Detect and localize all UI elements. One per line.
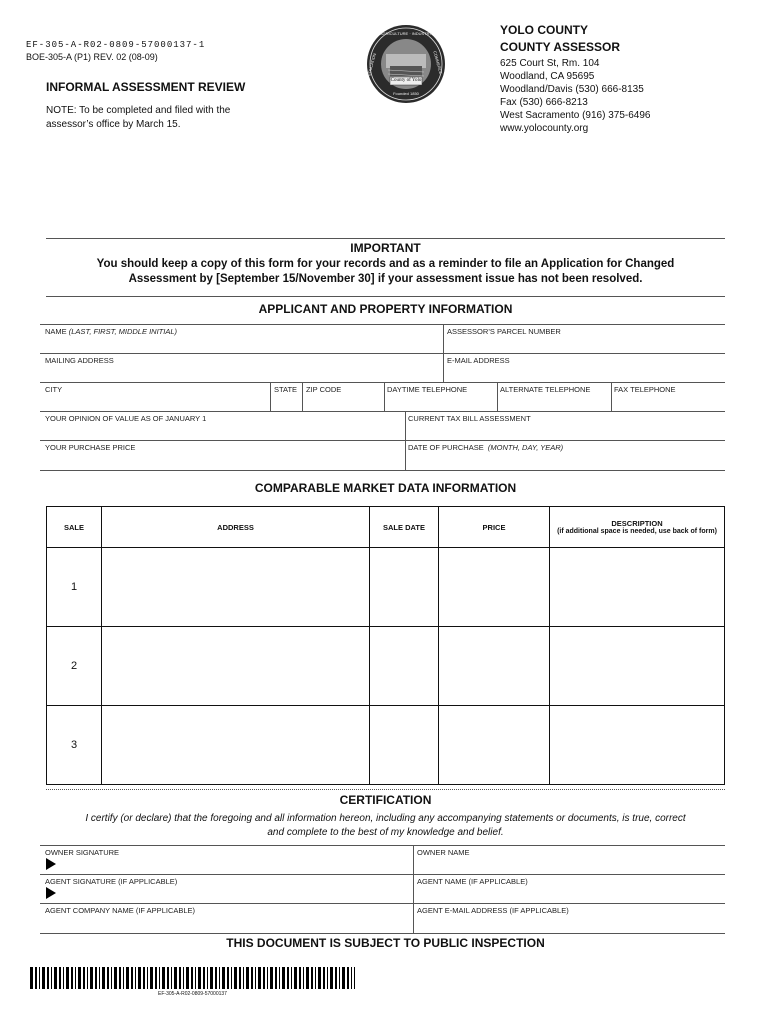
agent-company-field[interactable]: AGENT COMPANY NAME (IF APPLICABLE) [45,906,196,915]
barcode-bar [311,967,313,989]
barcode-bar [174,967,177,989]
purchase-date-label: DATE OF PURCHASE [408,443,484,452]
seal-right-text: COMMERCE [432,50,444,75]
address-cell[interactable] [102,548,370,627]
barcode-bar [111,967,112,989]
barcode-bar [47,967,49,989]
form-code: BOE-305-A (P1) REV. 02 (08-09) [26,52,158,62]
barcode-bar [119,967,121,989]
alternate-phone-field[interactable]: ALTERNATE TELEPHONE [500,385,591,394]
barcode [30,967,355,989]
parcel-number-field[interactable]: ASSESSOR’S PARCEL NUMBER [447,327,561,336]
col-description-title: DESCRIPTION [611,519,663,528]
description-cell[interactable] [550,548,725,627]
col-description [550,507,725,548]
barcode-bar [207,967,208,989]
important-line2: Assessment by [September 15/November 30] if your assessment issue has not been resolved. [128,273,643,285]
barcode-bar [99,967,100,989]
county-name: YOLO COUNTY [500,23,589,37]
barcode-bar [339,967,340,989]
name-field-label[interactable] [45,327,177,336]
divider [40,440,725,441]
barcode-bar [243,967,244,989]
divider [384,382,385,411]
barcode-bar [323,967,325,989]
owner-signature-field[interactable]: OWNER SIGNATURE [45,848,120,857]
barcode-bar [222,967,225,989]
barcode-bar [318,967,321,989]
barcode-bar [267,967,268,989]
table-row [47,627,725,706]
barcode-bar [342,967,345,989]
divider [443,353,444,382]
barcode-bar [347,967,349,989]
divider [497,382,498,411]
col-sale: SALE [47,507,102,548]
price-cell[interactable] [439,627,550,706]
barcode-bar [126,967,129,989]
seal-center-text: County of Yolo [390,78,422,83]
barcode-bar [299,967,301,989]
barcode-bar [251,967,253,989]
barcode-bar [191,967,193,989]
applicant-heading: APPLICANT AND PROPERTY INFORMATION [258,302,513,316]
barcode-bar [87,967,88,989]
divider [40,382,725,383]
barcode-bar [203,967,205,989]
county-seal [366,24,446,104]
barcode-bar [114,967,117,989]
barcode-bar [71,967,73,989]
important-text [46,257,725,287]
state-field[interactable]: STATE [274,385,298,394]
barcode-bar [219,967,220,989]
barcode-bar [66,967,69,989]
office-phone: Woodland/Davis (530) 666-8135 [500,84,644,95]
price-cell[interactable] [439,706,550,785]
table-row [47,706,725,785]
agent-email-field[interactable]: AGENT E-MAIL ADDRESS (IF APPLICABLE) [417,906,569,915]
barcode-bar [155,967,157,989]
office-phone-west-sac: West Sacramento (916) 375-6496 [500,110,651,121]
comparable-heading: COMPARABLE MARKET DATA INFORMATION [254,481,517,495]
divider [40,353,725,354]
col-description-hint: (if additional space is needed, use back of form) [557,528,717,535]
seal-left-text: EDUCATION [366,52,378,77]
sale-date-cell[interactable] [370,627,439,706]
col-price: PRICE [439,507,550,548]
barcode-bar [59,967,61,989]
daytime-phone-field[interactable]: DAYTIME TELEPHONE [387,385,468,394]
barcode-bar [294,967,297,989]
col-address: ADDRESS [102,507,370,548]
office-address-line2: Woodland, CA 95695 [500,71,595,82]
barcode-bar [335,967,337,989]
divider [46,296,725,297]
barcode-bar [186,967,189,989]
filing-note: NOTE: To be completed and filed with the assessor’s office by March 15. [46,105,231,130]
barcode-bar [143,967,145,989]
barcode-bar [35,967,37,989]
col-sale-date: SALE DATE [370,507,439,548]
barcode-bar [327,967,328,989]
barcode-bar [282,967,285,989]
divider [40,933,725,934]
barcode-bar [42,967,45,989]
barcode-bar [354,967,355,989]
city-field[interactable]: CITY [45,385,63,394]
barcode-bar [83,967,85,989]
price-cell[interactable] [439,548,550,627]
divider [46,238,725,239]
barcode-bar [147,967,148,989]
barcode-bar [279,967,280,989]
divider [40,470,725,471]
barcode-bar [258,967,261,989]
sale-date-cell[interactable] [370,706,439,785]
seal-bottom-text: Founded 1850 [393,91,419,96]
email-field[interactable]: E-MAIL ADDRESS [447,356,510,365]
sign-here-arrow-icon [46,858,56,870]
barcode-bar [231,967,232,989]
barcode-bar [179,967,181,989]
divider [40,903,725,904]
purchase-date-hint: (MONTH, DAY, YEAR) [487,443,564,452]
divider [40,411,725,412]
certification-text [46,812,725,840]
barcode-bar [227,967,229,989]
barcode-bar [306,967,309,989]
barcode-bar [39,967,40,989]
form-barcode-id: EF-305-A-R02-0809-57000137-1 [26,40,206,50]
barcode-bar [234,967,237,989]
sign-here-arrow-icon [46,887,56,899]
barcode-bar [78,967,81,989]
barcode-bar [315,967,316,989]
barcode-bar [287,967,289,989]
office-website[interactable]: www.yolocounty.org [500,123,589,134]
barcode-bar [183,967,184,989]
barcode-bar [54,967,57,989]
barcode-bar [195,967,196,989]
barcode-bar [75,967,76,989]
table-header-row [47,507,725,548]
sale-date-cell[interactable] [370,548,439,627]
barcode-bar [291,967,292,989]
barcode-bar [246,967,249,989]
barcode-bar [90,967,93,989]
public-inspection-notice: THIS DOCUMENT IS SUBJECT TO PUBLIC INSPECTION [226,936,545,950]
barcode-bar [270,967,273,989]
divider [40,845,725,846]
barcode-bar [330,967,333,989]
barcode-bar [30,967,33,989]
barcode-bar [275,967,277,989]
certification-heading: CERTIFICATION [339,793,432,807]
barcode-bar [210,967,213,989]
barcode-bar [171,967,172,989]
barcode-bar [123,967,124,989]
purchase-price-field[interactable]: YOUR PURCHASE PRICE [45,443,136,452]
current-tax-assessment-field[interactable]: CURRENT TAX BILL ASSESSMENT [408,414,531,423]
barcode-bar [351,967,352,989]
certification-line1: I certify (or declare) that the foregoing and all information hereon, including any accompanying statements or documents, is true, correct [85,813,686,824]
barcode-bar [167,967,169,989]
purchase-date-field[interactable] [408,443,563,452]
sale-number: 1 [47,548,102,627]
office-address-line1: 625 Court St, Rm. 104 [500,58,600,69]
barcode-bar [263,967,265,989]
important-heading: IMPORTANT [350,241,421,255]
certification-line2: and complete to the best of my knowledge and belief. [267,827,504,838]
office-name: COUNTY ASSESSOR [500,40,621,54]
barcode-bar [102,967,105,989]
table-row [47,548,725,627]
fax-phone-field[interactable]: FAX TELEPHONE [614,385,676,394]
divider [302,382,303,411]
barcode-bar [150,967,153,989]
barcode-bar [215,967,217,989]
office-fax: Fax (530) 666-8213 [500,97,588,108]
barcode-bar [131,967,133,989]
form-title: INFORMAL ASSESSMENT REVIEW [46,80,246,94]
divider [413,845,414,933]
barcode-bar [138,967,141,989]
address-cell[interactable] [102,627,370,706]
barcode-caption: EF-305-A-R02-0809-57000137 [158,991,227,997]
barcode-bar [159,967,160,989]
important-line1: You should keep a copy of this form for your records and as a reminder to file an Application for Changed [96,258,675,270]
opinion-of-value-field[interactable]: YOUR OPINION OF VALUE AS OF JANUARY 1 [45,414,207,423]
name-hint: (LAST, FIRST, MIDDLE INITIAL) [68,327,177,336]
seal-top-text: AGRICULTURE · INDUSTRY [379,31,433,36]
divider [443,324,444,353]
divider [40,874,725,875]
barcode-bar [198,967,201,989]
agent-name-field[interactable]: AGENT NAME (IF APPLICABLE) [417,877,528,886]
divider [611,382,612,411]
barcode-bar [51,967,52,989]
name-label: NAME [45,327,67,336]
barcode-bar [107,967,109,989]
owner-name-field[interactable]: OWNER NAME [417,848,470,857]
divider [40,324,725,325]
barcode-bar [303,967,304,989]
sale-number: 3 [47,706,102,785]
office-address [500,57,650,135]
description-cell[interactable] [550,627,725,706]
barcode-bar [63,967,64,989]
agent-signature-field[interactable]: AGENT SIGNATURE (IF APPLICABLE) [45,877,178,886]
divider [270,382,271,411]
barcode-bar [162,967,165,989]
sale-number: 2 [47,627,102,706]
address-cell[interactable] [102,706,370,785]
zip-field[interactable]: ZIP CODE [306,385,342,394]
comparable-sales-table [46,506,725,785]
barcode-bar [239,967,241,989]
mailing-address-field[interactable]: MAILING ADDRESS [45,356,114,365]
barcode-bar [135,967,136,989]
barcode-bar [255,967,256,989]
barcode-bar [95,967,97,989]
description-cell[interactable] [550,706,725,785]
divider [46,789,725,790]
